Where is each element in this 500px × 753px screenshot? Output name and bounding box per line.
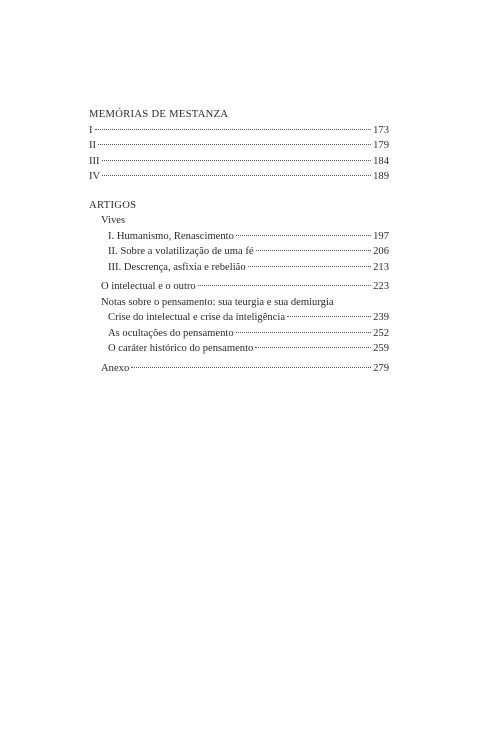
toc-entry-page: 279	[373, 362, 389, 374]
dot-leader	[95, 129, 372, 130]
subsection-heading-vives: Vives	[101, 215, 126, 226]
toc-entry-label: I	[89, 124, 93, 136]
toc-entry-page: 173	[373, 124, 389, 136]
toc-entry-label: II	[89, 140, 97, 151]
dot-leader	[236, 332, 371, 333]
toc-entry-page: 184	[373, 155, 389, 167]
toc-entry	[89, 229, 389, 245]
toc-entry	[89, 123, 389, 139]
toc-entry-page: 252	[373, 327, 389, 339]
dot-leader	[236, 235, 371, 236]
section-title-artigos: ARTIGOS	[89, 199, 137, 211]
table-of-contents	[89, 107, 389, 376]
toc-entry-page: 223	[373, 281, 389, 292]
toc-entry-page: 189	[373, 171, 389, 182]
dot-leader	[98, 144, 371, 145]
dot-leader	[131, 367, 371, 368]
toc-entry	[89, 169, 389, 185]
toc-entry-page: 197	[373, 230, 389, 242]
section-gap	[89, 185, 389, 198]
toc-entry	[89, 341, 389, 357]
toc-entry-label: III	[89, 155, 100, 167]
dot-leader	[248, 266, 371, 267]
toc-entry-label: IV	[89, 171, 101, 182]
toc-entry	[89, 361, 389, 377]
dot-leader	[256, 250, 372, 251]
toc-entry-page: 239	[373, 312, 389, 323]
dot-leader	[255, 347, 371, 348]
toc-entry-page: 213	[373, 261, 389, 273]
toc-entry-page: 259	[373, 343, 389, 354]
toc-entry	[89, 279, 389, 295]
toc-entry-label: O intelectual e o outro	[101, 281, 196, 292]
toc-entry-label: I. Humanismo, Renascimento	[108, 230, 234, 242]
toc-entry-label: II. Sobre a volatilização de uma fé	[108, 246, 254, 257]
toc-entry	[89, 326, 389, 342]
dot-leader	[102, 160, 372, 161]
toc-entry-label: As ocultações do pensamento	[108, 327, 234, 339]
toc-entry-label: III. Descrença, asfixia e rebelião	[108, 261, 246, 273]
toc-entry	[89, 154, 389, 170]
toc-entry-page: 206	[373, 246, 389, 257]
subsection-heading-notas: Notas sobre o pensamento: sua teurgia e sua demiurgia	[101, 296, 334, 308]
dot-leader	[287, 316, 371, 317]
toc-entry	[89, 260, 389, 276]
toc-entry-page: 179	[373, 140, 389, 151]
dot-leader	[102, 175, 371, 176]
toc-entry	[89, 310, 389, 326]
toc-entry	[89, 244, 389, 260]
toc-entry-label: O caráter histórico do pensamento	[108, 343, 254, 354]
toc-entry	[89, 138, 389, 154]
toc-entry-label: Anexo	[101, 362, 130, 374]
toc-entry-label: Crise do intelectual e crise da inteligência	[108, 312, 286, 323]
section-title-memorias: MEMÓRIAS DE MESTANZA	[89, 109, 229, 120]
dot-leader	[198, 285, 371, 286]
